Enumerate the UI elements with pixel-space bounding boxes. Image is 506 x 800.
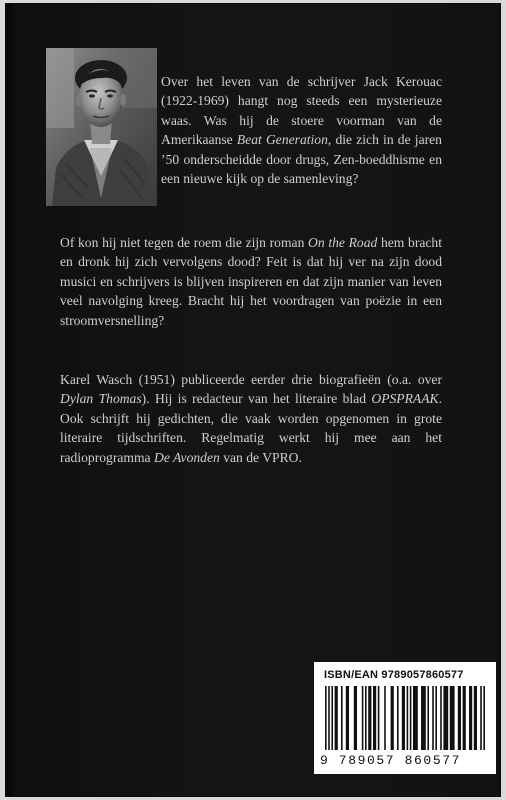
paragraph-3-text-a: Karel Wasch (1951) publiceerde eerder drie biografieën (o.a. over [60,372,442,387]
barcode-bar [346,686,349,750]
barcode-bar [413,686,418,750]
barcode-bar [440,686,442,750]
barcode-bar [378,686,380,750]
paragraph-3-text-d: van de VPRO. [219,449,302,465]
barcode-bar [331,686,333,750]
beat-generation-italic: Beat Generation [236,132,328,148]
barcode-bar [410,686,412,750]
barcode-digits: 9 789057 860577 [320,753,462,768]
barcode-bar [391,686,394,750]
barcode-bar [458,686,461,750]
barcode-bar [354,686,357,750]
barcode-bar [365,686,367,750]
barcode-bar [384,686,386,750]
barcode-bar [373,686,376,750]
paragraph-2-text-a: Of kon hij niet tegen de roem die zijn roman [60,235,309,250]
barcode-bar [463,686,466,750]
opspraak-italic: OPSPRAAK [371,391,439,407]
barcode-bar [435,686,437,750]
paragraph-1-text-b: , die zich in de jaren ’50 onderscheidde door drugs, Zen-boeddhisme en een nieuwe kijk op de samenleving? [161,132,442,187]
barcode-bar [328,686,330,750]
barcode-bar [402,686,405,750]
paragraph-1-text-a: Over het leven van de schrijver Jack Kerouac (1922-1969) hangt nog steeds een mysterieuze waas. Was hij de stoere voorman van de Amerikaanse [161,74,442,148]
portrait-image [46,48,157,206]
barcode-bar [341,686,343,750]
barcode-bar [432,686,434,750]
barcode-bar [368,686,371,750]
barcode-bar [407,686,409,750]
barcode-bar [480,686,482,750]
barcode-bar [325,686,327,750]
author-photo [46,48,157,206]
dylan-thomas-italic: Dylan Thomas [60,391,142,407]
barcode-bar [450,686,455,750]
paragraph-3-text-b: ). Hij is redacteur van het literaire blad [141,391,372,407]
de-avonden-italic: De Avonden [154,449,220,465]
barcode-bar [469,686,472,750]
blurb-paragraph-2 [60,233,442,330]
barcode-bars [322,686,488,752]
isbn-barcode [314,662,496,774]
barcode-bar [483,686,485,750]
spine-shadow [6,4,16,796]
back-cover [6,4,500,796]
paragraph-2-text-b: hem bracht en dronk hij zich vervolgens dood? Feit is dat hij ver na zijn dood musici en schrijvers is blijven inspireren en dat zijn manier van leven veel navolging kreeg. Bracht hij het voordragen van poëzie in een stroomversnelling? [60,235,442,328]
blurb-paragraph-1 [161,72,442,188]
barcode-bar [362,686,364,750]
barcode-bar [427,686,429,750]
barcode-bar [443,686,448,750]
isbn-label: ISBN/EAN 9789057860577 [324,669,464,681]
on-the-road-italic: On the Road [308,235,378,250]
paragraph-3-text-c: . Ook schrijft hij gedichten, die vaak worden opgenomen in grote literaire tijdschriften. Regelmatig werkt hij mee aan het radioprogramma [60,391,442,465]
barcode-bar [335,686,338,750]
author-bio-paragraph [60,370,442,467]
barcode-bar [421,686,426,750]
barcode-bar [397,686,399,750]
barcode-bar [474,686,477,750]
